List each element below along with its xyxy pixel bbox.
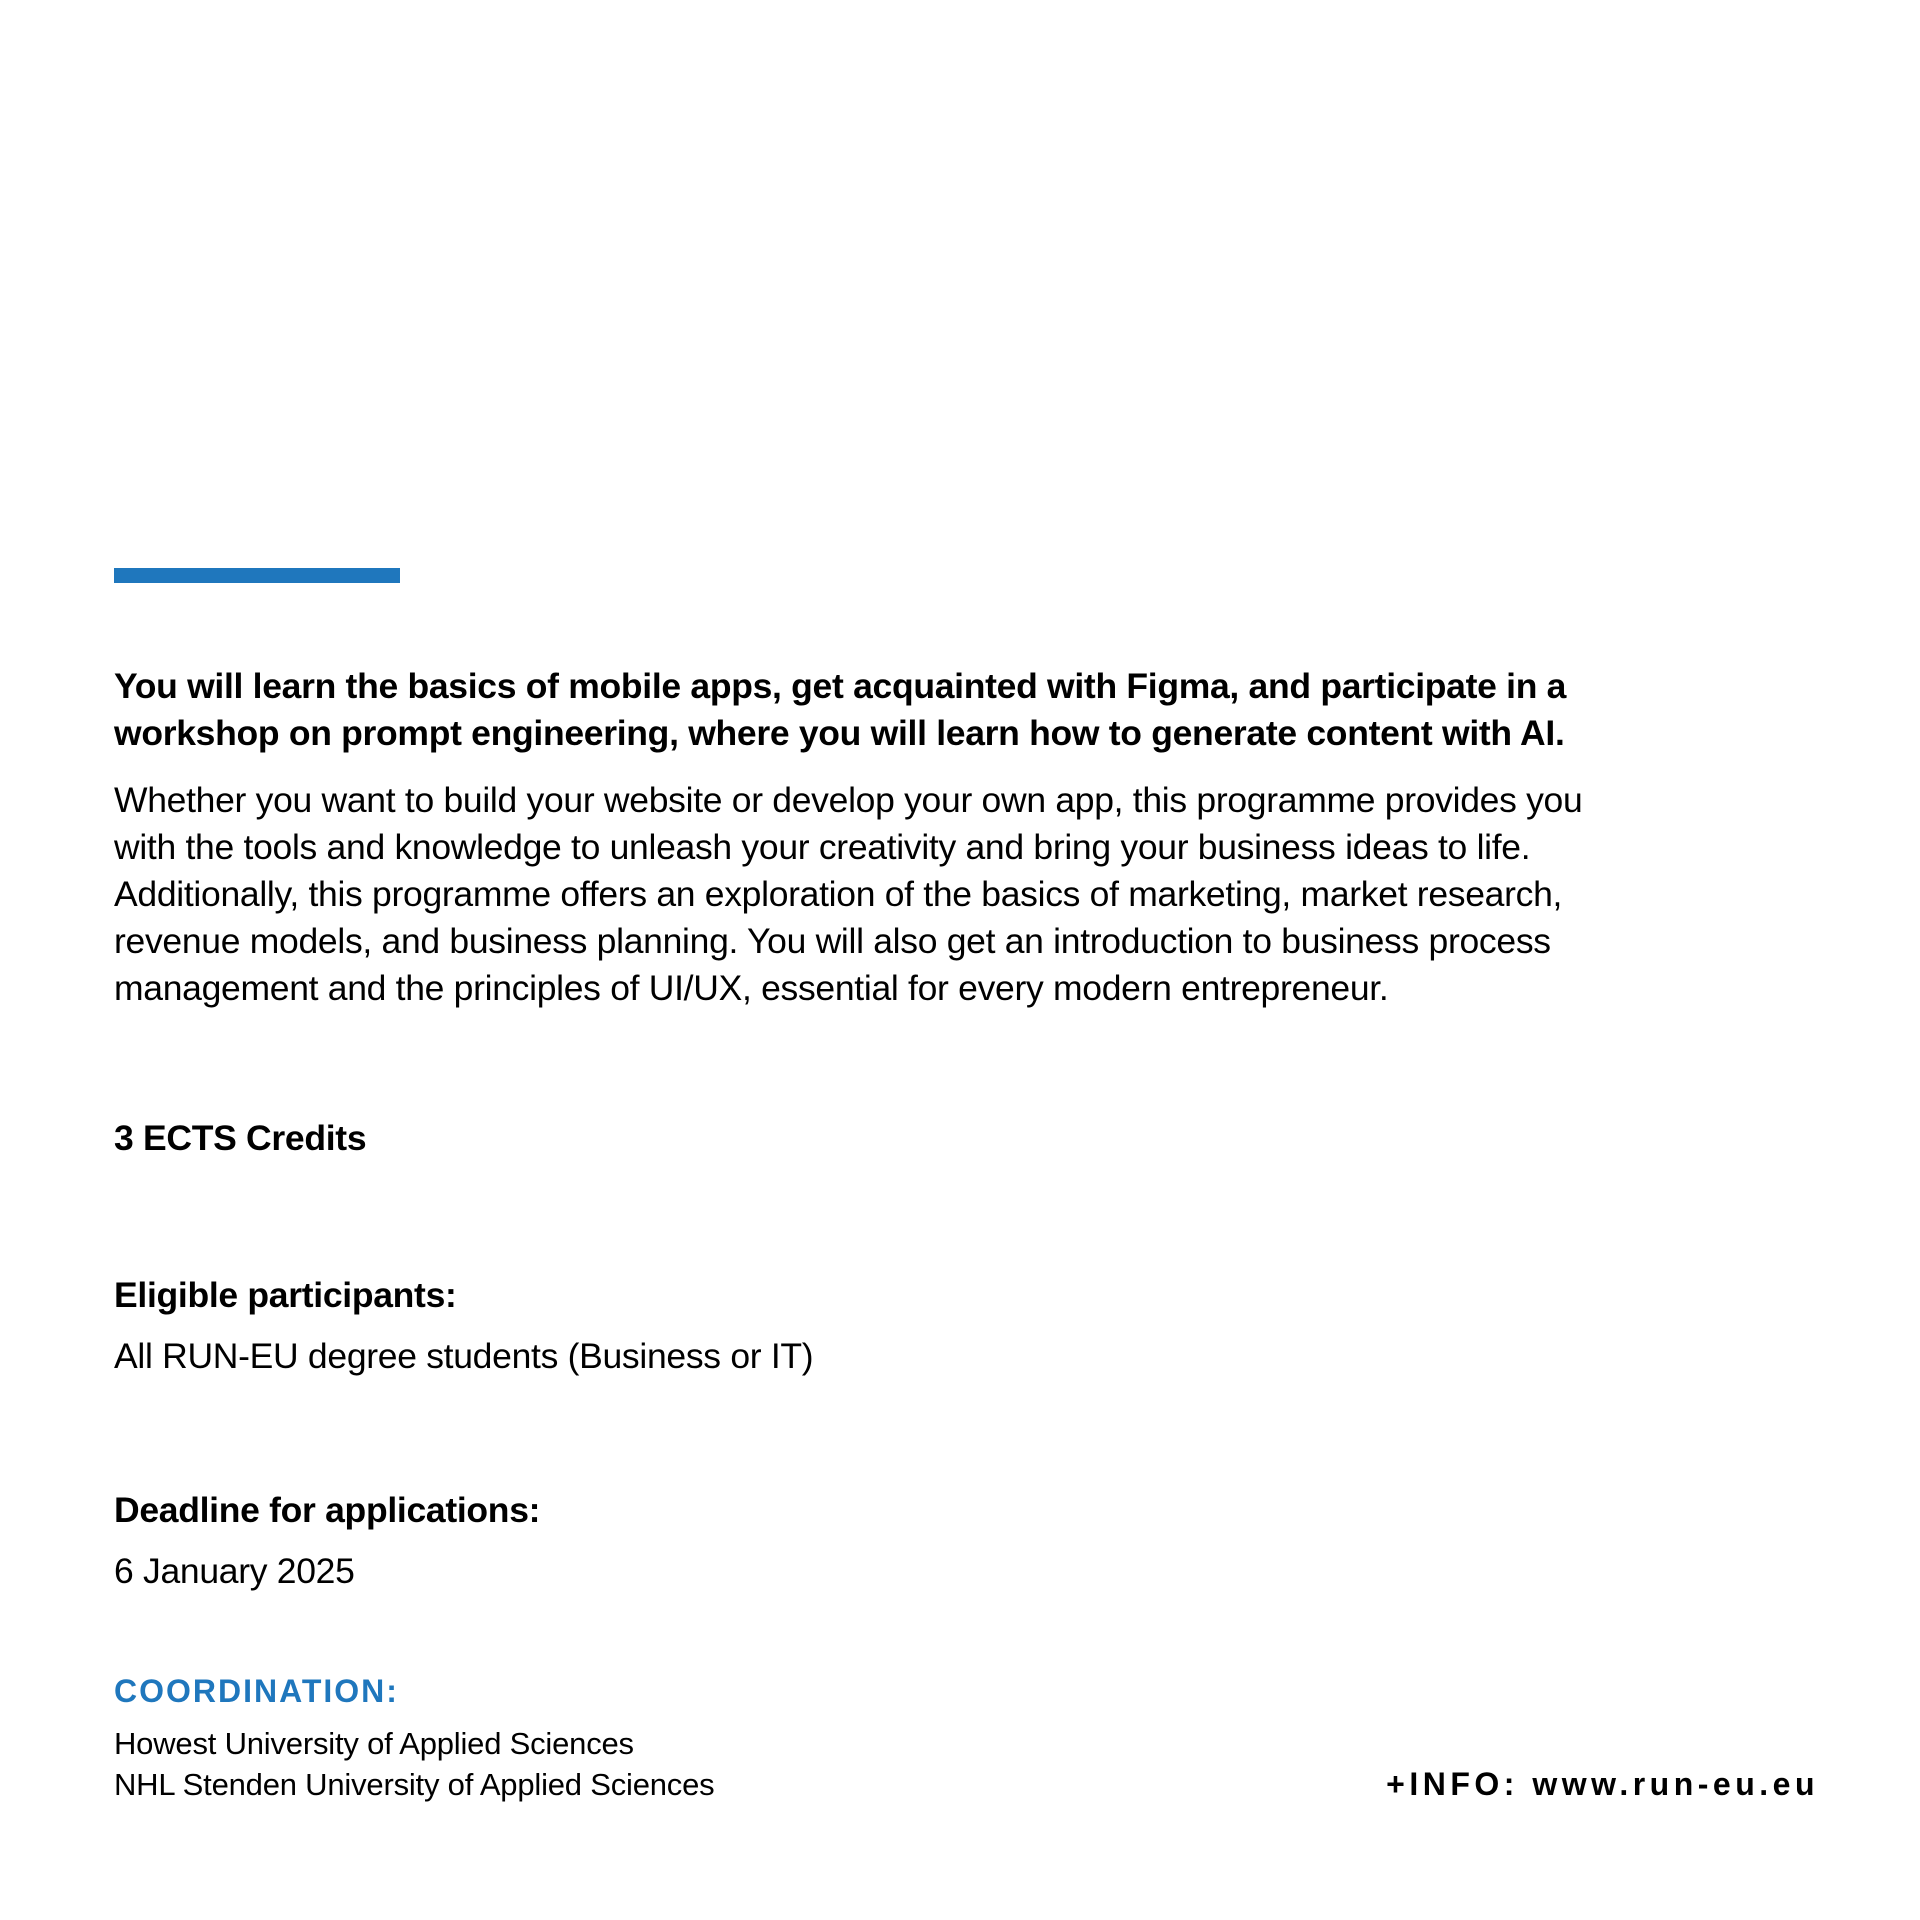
intro-line: workshop on prompt engineering, where you will learn how to generate content with AI. <box>114 713 1565 753</box>
description-line: Additionally, this programme offers an exploration of the basics of marketing, market research, <box>114 874 1563 914</box>
eligible-participants-value: All RUN-EU degree students (Business or IT) <box>114 1336 814 1376</box>
coordination-label: COORDINATION: <box>114 1673 399 1709</box>
coordination-list <box>114 1723 714 1805</box>
description-line: management and the principles of UI/UX, essential for every modern entrepreneur. <box>114 968 1389 1008</box>
intro-paragraph <box>114 663 1566 757</box>
accent-bar <box>114 568 400 583</box>
description-line: revenue models, and business planning. You will also get an introduction to business process <box>114 921 1551 961</box>
coordinating-institution: Howest University of Applied Sciences <box>114 1726 634 1761</box>
description-line: with the tools and knowledge to unleash your creativity and bring your business ideas to life. <box>114 827 1531 867</box>
deadline-value: 6 January 2025 <box>114 1551 355 1591</box>
description-paragraph <box>114 777 1582 1012</box>
info-link[interactable]: +INFO: www.run-eu.eu <box>1386 1766 1819 1802</box>
coordinating-institution: NHL Stenden University of Applied Sciences <box>114 1767 715 1802</box>
eligible-participants-label: Eligible participants: <box>114 1275 457 1315</box>
description-line: Whether you want to build your website or develop your own app, this programme provides you <box>114 780 1583 820</box>
credits-heading: 3 ECTS Credits <box>114 1118 367 1158</box>
deadline-label: Deadline for applications: <box>114 1490 541 1530</box>
intro-line: You will learn the basics of mobile apps, get acquainted with Figma, and participate in a <box>114 666 1567 706</box>
